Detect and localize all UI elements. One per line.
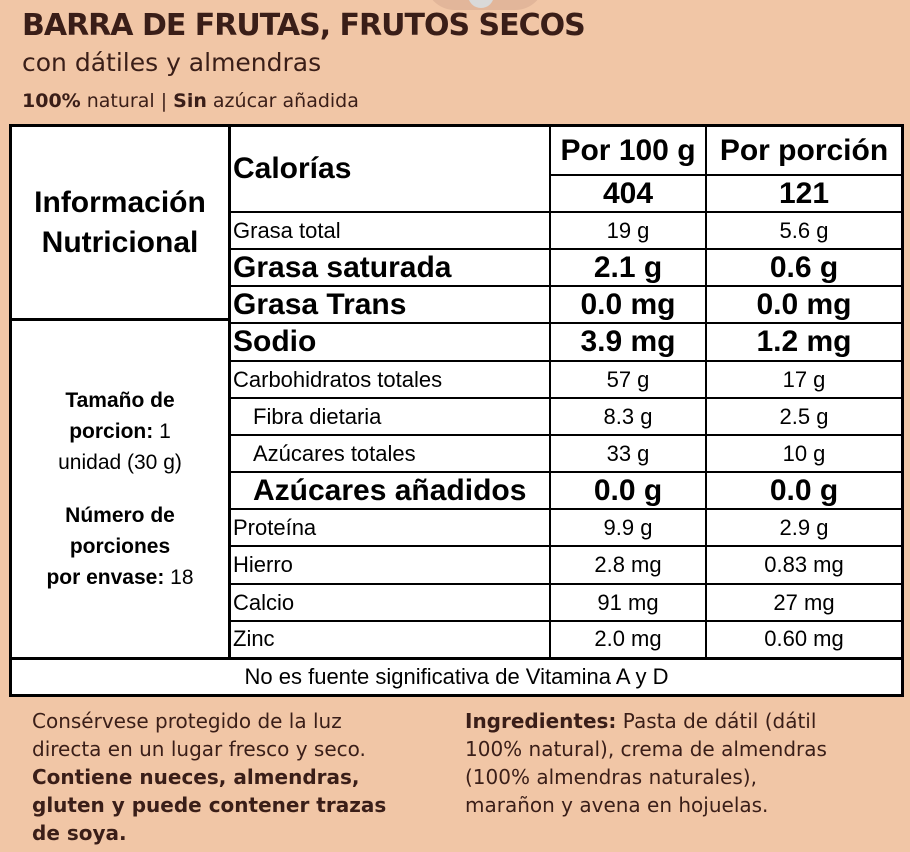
nutrient-label: Calcio [233,589,295,615]
tagline-natural: natural | [80,90,174,112]
nutrient-label: Grasa saturada [233,250,452,284]
nutrient-value-portion: 0.0 g [769,473,839,507]
column-header-portion: Por porción [719,133,889,167]
nutrient-value-per100: 2.8 mg [594,552,662,577]
serving-size-unit: unidad (30 g) [58,451,182,474]
tagline-bold-sin: Sin [173,90,207,112]
nutrient-value-portion: 0.60 mg [764,625,844,651]
nutrient-value-per100: 91 mg [597,589,659,615]
nutrient-value-portion: 10 g [782,440,826,466]
ingredients-label: Ingredientes: [465,709,617,733]
nutrient-value-per100: 57 g [606,366,650,392]
column-header-per100: Por 100 g [560,133,696,167]
nutrient-value-per100: 9.9 g [603,514,653,540]
serving-size-label-line1: Tamaño de [65,389,175,412]
panel-title-line2: Nutricional [41,225,199,259]
nutrient-label: Azúcares totales [253,440,416,466]
calories-portion: 121 [778,176,830,210]
serving-info [12,321,228,657]
product-tagline [22,90,359,112]
nutrient-value-per100: 0.0 mg [580,287,676,321]
nutrient-value-portion: 2.9 g [779,514,829,540]
storage-line: directa en un lugar fresco y seco. [32,737,366,761]
product-subtitle: con dátiles y almendras [22,48,322,77]
ingredients-line: 100% natural), crema de almendras [465,737,827,761]
product-title: BARRA DE FRUTAS, FRUTOS SECOS [22,8,585,43]
panel-title-line1: Información [34,185,206,219]
nutrient-value-per100: 3.9 mg [580,325,676,358]
servings-per-container-label: por envase: [46,566,165,589]
nutrient-value-per100: 0.0 g [593,473,663,507]
serving-size-label: porcion: [69,420,154,443]
nutrient-value-per100: 8.3 g [603,403,653,429]
nutrient-label: Fibra dietaria [253,403,382,429]
calories-label: Calorías [233,152,352,185]
panel-title [12,127,228,318]
serving-size-value: 1 [153,420,171,443]
nutrient-value-portion: 1.2 mg [756,325,852,358]
nutrient-label: Proteína [233,514,317,540]
nutrient-value-portion: 0.83 mg [764,552,844,577]
storage-and-allergens [32,707,432,847]
nutrient-label: Hierro [233,552,293,577]
nutrient-label: Grasa total [233,217,341,243]
nutrient-value-per100: 2.0 mg [594,625,662,651]
allergen-line: Contiene nueces, almendras, [32,765,360,789]
nutrient-label: Zinc [233,625,275,651]
nutrition-facts-panel [9,124,904,697]
calories-per100: 404 [602,176,654,210]
nutrient-value-portion: 2.5 g [779,403,829,429]
footnote: No es fuente significativa de Vitamina A y D [244,664,669,689]
nutrient-value-per100: 19 g [606,217,650,243]
servings-label-line2: porciones [69,535,171,558]
nutrient-value-portion: 27 mg [773,589,835,615]
tagline-sugar: azúcar añadida [206,90,359,112]
tagline-bold-percent: 100% [22,90,81,112]
ingredients-line: (100% almendras naturales), [465,765,757,789]
nutrient-label: Sodio [233,325,317,358]
storage-line: Consérvese protegido de la luz [32,709,342,733]
nutrient-label: Carbohidratos totales [233,366,443,392]
servings-per-container-value: 18 [164,566,194,589]
allergen-line: gluten y puede contener trazas [32,793,387,817]
nutrient-value-portion: 0.0 mg [756,287,852,321]
allergen-line: de soya. [32,821,127,845]
ingredients [465,707,905,819]
serving-size-line2 [69,416,171,447]
nutrient-label: Grasa Trans [233,287,407,321]
ingredients-line: marañon y avena en hojuelas. [465,793,769,817]
servings-label-line1: Número de [65,504,175,527]
nutrient-value-per100: 33 g [606,440,650,466]
ingredients-line: Ingredientes: Pasta de dátil (dátil [465,709,817,733]
nutrient-value-portion: 17 g [782,366,826,392]
nutrient-label: Azúcares añadidos [253,473,527,507]
nutrient-value-per100: 2.1 g [593,250,663,284]
servings-per-container [46,562,193,593]
nutrient-value-portion: 0.6 g [769,250,839,284]
nutrient-value-portion: 5.6 g [779,217,829,243]
